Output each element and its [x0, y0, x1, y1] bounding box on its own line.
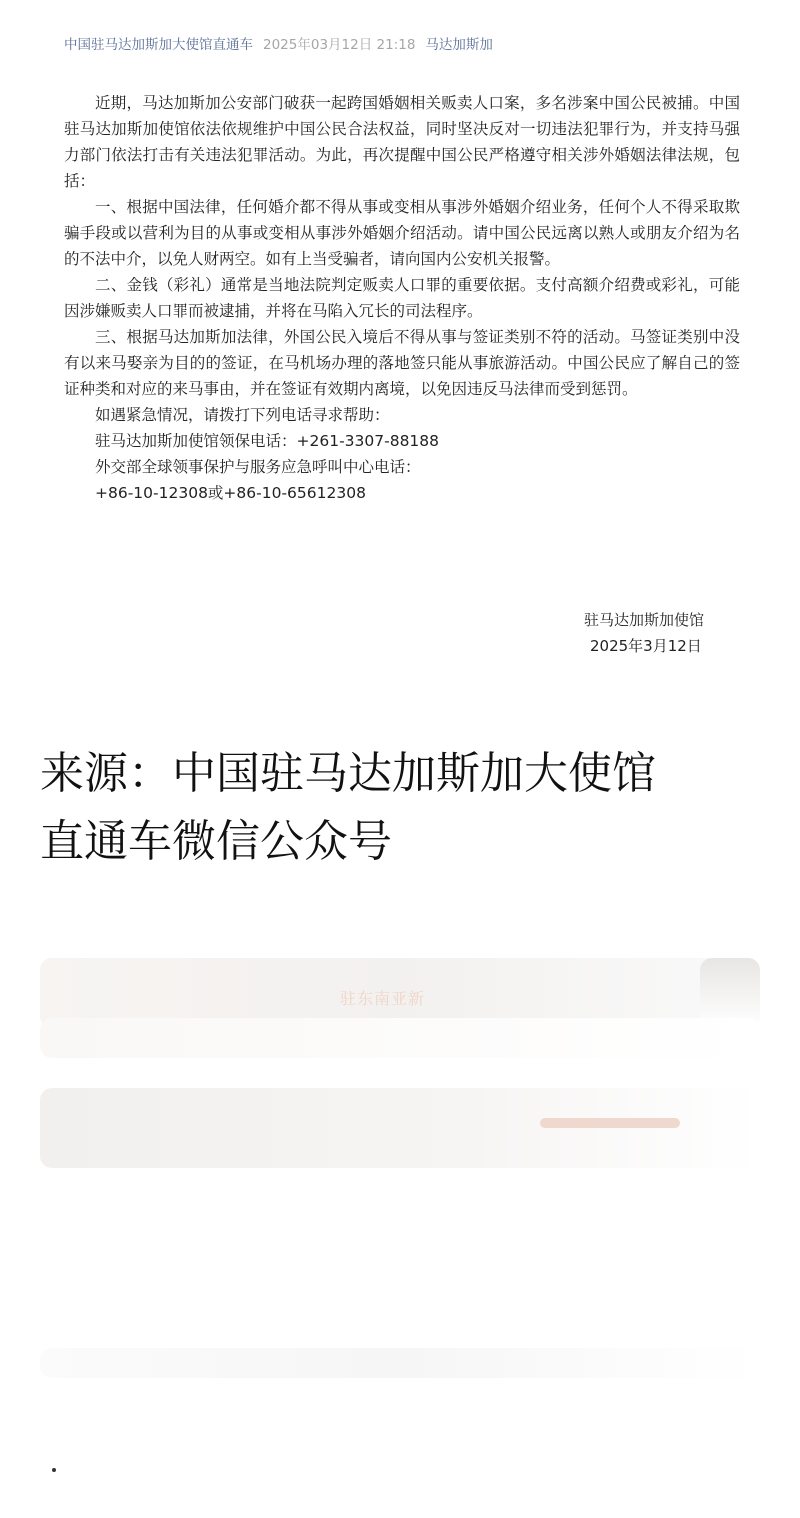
article-body [64, 90, 740, 506]
embassy-phone: 驻马达加斯加使馆领保电话：+261-3307-88188 [95, 432, 440, 450]
blurred-image-area [40, 958, 760, 1498]
blur-band [540, 1118, 680, 1128]
signature-block [584, 607, 704, 659]
paragraph-point-2: 二、金钱（彩礼）通常是当地法院判定贩卖人口罪的重要依据。支付高额介绍费或彩礼，可能因涉嫌贩卖人口罪而被逮捕，并将在马陷入冗长的司法程序。 [64, 276, 740, 320]
source-line-2: 直通车微信公众号 [40, 816, 392, 867]
dot-mark [52, 1468, 56, 1472]
article-meta [64, 36, 493, 54]
source-line-1: 来源：中国驻马达加斯加大使馆 [40, 748, 656, 799]
paragraph-point-3: 三、根据马达加斯加法律，外国公民入境后不得从事与签证类别不符的活动。马签证类别中没有以来马娶亲为目的的签证，在马机场办理的落地签只能从事旅游活动。中国公民应了解自己的签证种类和对应的来马事由，并在签证有效期内离境，以免因违反马法律而受到惩罚。 [64, 328, 740, 398]
blur-band [40, 1088, 760, 1168]
mfa-hotline-numbers: +86-10-12308或+86-10-65612308 [95, 484, 366, 502]
mfa-hotline-label: 外交部全球领事保护与服务应急呼叫中心电话： [95, 458, 421, 476]
location-label: 马达加斯加 [425, 37, 493, 53]
paragraph-emergency: 如遇紧急情况，请拨打下列电话寻求帮助： [95, 406, 390, 424]
paragraph-point-1: 一、根据中国法律，任何婚介都不得从事或变相从事涉外婚姻介绍业务，任何个人不得采取欺骗手段或以营利为目的从事或变相从事涉外婚姻介绍活动。请中国公民远离以熟人或朋友介绍为名的不法中介，以免人财两空。如有上当受骗者，请向国内公安机关报警。 [64, 198, 740, 268]
source-caption [40, 740, 760, 876]
signature-org: 驻马达加斯加使馆 [584, 611, 705, 629]
blur-band [40, 1018, 760, 1058]
signature-date: 2025年3月12日 [590, 637, 702, 655]
account-name-link[interactable]: 中国驻马达加斯加大使馆直通车 [64, 37, 253, 53]
blur-band [40, 1348, 760, 1378]
publish-date: 2025年03月12日 21:18 [263, 37, 416, 53]
blurred-text: 驻东南亚新 [340, 989, 426, 1008]
paragraph-intro: 近期，马达加斯加公安部门破获一起跨国婚姻相关贩卖人口案，多名涉案中国公民被捕。中国驻马达加斯加使馆依法依规维护中国公民合法权益，同时坚决反对一切违法犯罪行为，并支持马强力部门依法打击有关违法犯罪活动。为此，再次提醒中国公民严格遵守相关涉外婚姻法律法规，包括： [64, 94, 740, 190]
